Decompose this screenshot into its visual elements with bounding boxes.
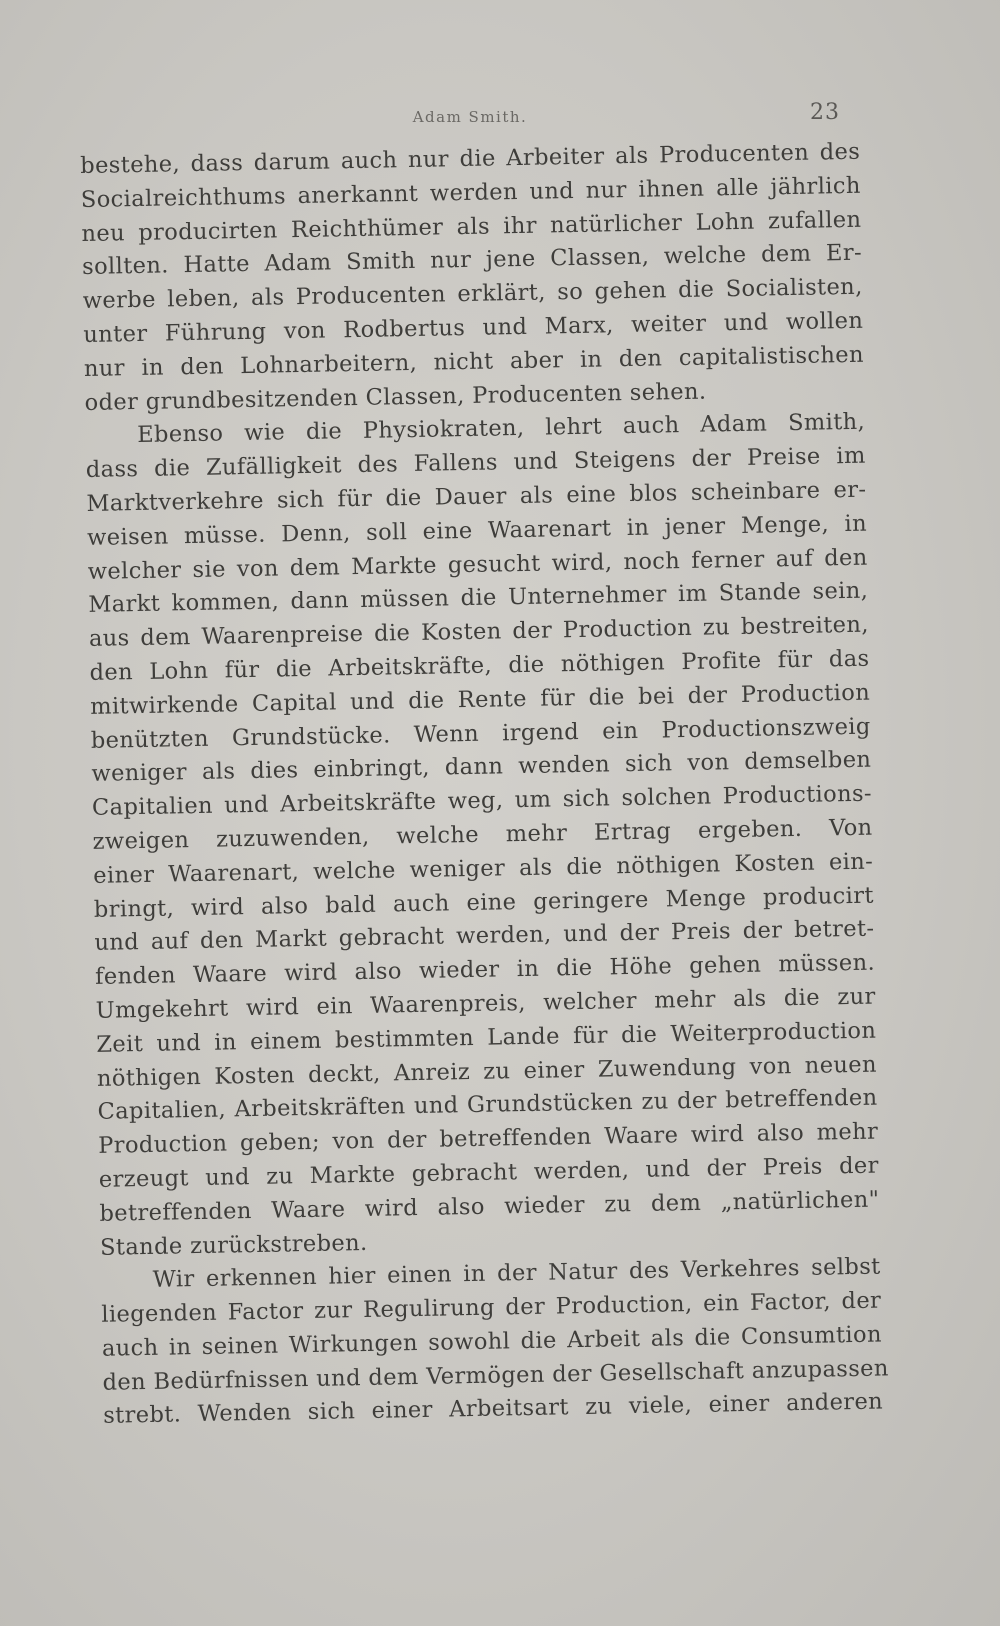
text-line: weisen müsse. Denn, soll eine Waarenart in jener Menge, in [86,510,868,551]
text-line: neu producirten Reichthümer als ihr natürlicher Lohn zufallen [81,206,862,247]
text-line: bestehe, dass darum auch nur die Arbeiter als Producenten des [80,138,861,179]
text-line: welcher sie von dem Markte gesucht wird, noch ferner auf den [87,544,868,585]
page-number: 23 [810,100,840,125]
text-line: erzeugt und zu Markte gebracht werden, und der Preis der [98,1152,879,1193]
running-title: Adam Smith. [412,108,528,126]
text-line: Marktverkehre sich für die Dauer als eine blos scheinbare er- [86,476,867,517]
text-line: sollten. Hatte Adam Smith nur jene Classen, welche dem Er- [81,240,863,281]
text-line: einer Waarenart, welche weniger als die nöthigen Kosten ein- [93,848,874,889]
text-line: weniger als dies einbringt, dann wenden sich von demselben [91,746,872,788]
text-line: werbe leben, als Producenten erklärt, so gehen die Socialisten, [82,273,863,315]
text-line: und auf den Markt gebracht werden, und der Preis der betret- [94,915,875,957]
text-line: den Lohn für die Arbeitskräfte, die nöthigen Profite für das [89,645,870,686]
text-line: Capitalien, Arbeitskräften und Grundstücken zu der betreffenden [97,1084,878,1126]
text-line: nöthigen Kosten deckt, Anreiz zu einer Zuwendung von neuen [96,1051,878,1092]
text-line: Stande zurückstreben. [99,1229,368,1261]
text-line: auch in seinen Wirkungen sowohl die Arbeit als die Consumtion [101,1321,883,1362]
text-line: mitwirkende Capital und die Rente für die bei der Production [89,679,871,720]
text-line: Zeit und in einem bestimmten Lande für die Weiterproduction [96,1017,877,1058]
text-line: strebt. Wenden sich einer Arbeitsart zu viele, einer anderen [102,1388,884,1430]
text-line: liegenden Factor zur Regulirung der Production, ein Factor, der [101,1287,882,1328]
text-line: betreffenden Waare wird also wieder zu dem „natürlichen" [99,1186,880,1227]
text-line: aus dem Waarenpreise die Kosten der Production zu bestreiten, [88,611,870,653]
text-line: unter Führung von Rodbertus und Marx, weiter und wollen [83,307,864,348]
text-line: Production geben; von der betreffenden Waare wird also mehr [98,1118,879,1159]
text-line: zweigen zuzuwenden, welche mehr Ertrag ergeben. Von [92,814,873,855]
text-line: den Bedürfnissen und dem Vermögen der Gesellschaft anzupassen [102,1355,889,1396]
body-text [80,136,889,1434]
text-line: fenden Waare wird also wieder in die Höhe gehen müssen. [94,949,876,990]
text-line: Socialreichthums anerkannt werden und nur ihnen alle jährlich [80,172,862,213]
text-line: nur in den Lohnarbeitern, nicht aber in den capitalistischen [83,341,865,382]
text-line: oder grundbesitzenden Classen, Producenten sehen. [84,378,707,416]
text-line: Capitalien und Arbeitskräfte weg, um sich solchen Productions- [91,780,873,822]
text-line: Markt kommen, dann müssen die Unternehmer im Stande sein, [88,577,869,619]
text-line: dass die Zufälligkeit des Fallens und Steigens der Preise im [85,442,866,484]
text-line: bringt, wird also bald auch eine geringere Menge producirt [93,882,875,923]
text-line: benützten Grundstücke. Wenn irgend ein Productionszweig [90,713,871,754]
text-line: Wir erkennen hier einen in der Natur des Verkehres selbst [152,1253,881,1294]
text-line: Ebenso wie die Physiokraten, lehrt auch Adam Smith, [137,409,866,449]
text-line: Umgekehrt wird ein Waarenpreis, welcher mehr als die zur [95,983,876,1024]
running-head [0,100,1000,140]
